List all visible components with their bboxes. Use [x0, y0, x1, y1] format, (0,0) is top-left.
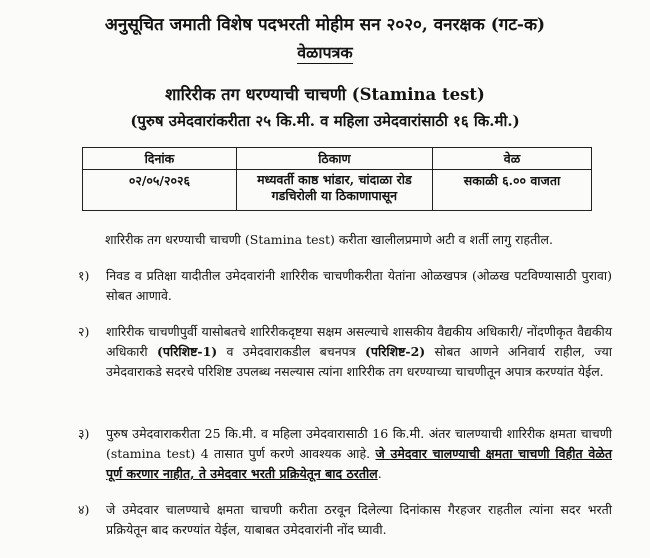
test-subtitle: (पुरुष उमेदवारांकरीता २५ कि.मी. व महिला उमेदवारांसाठी १६ कि.मी.) [130, 112, 520, 130]
header-time: वेळ [432, 148, 591, 170]
document-title: अनुसूचित जमाती विशेष पदभरती मोहीम सन २०२०, वनरक्षक (गट-क) [104, 15, 546, 35]
test-title: शारिरीक तग धरण्याची चाचणी (Stamina test) [165, 85, 485, 104]
condition-2-text [106, 322, 612, 382]
schedule-place-line2: गडचिरोली या ठिकाणापासून [271, 188, 398, 203]
intro-text: शारिरीक तग धरण्याची चाचणी (Stamina test) करीता खालीलप्रमाणे अटी व शर्ती लागु राहतील. [105, 232, 553, 247]
condition-2-part-a: शारिरीक चाचणीपुर्वी यासोबतचे शारिरीकदृष्टया सक्षम असल्याचे शासकीय वैद्यकीय अधिकारी/ नोंदणीकृत वैद्यकीय अधिकारी [106, 324, 612, 359]
condition-2-part-b: व उमेदवाराकडील बचनपत्र [217, 344, 365, 359]
condition-3-emphasis: जे उमेदवार चालण्याची क्षमता चाचणी विहीत वेळेत पूर्ण करणार नाहीत, ते उमेदवार भरती प्रक्रियेतून बाद ठरतील [106, 446, 612, 481]
schedule-place-line1: मध्यवर्ती काष्ठ भांडार, चांदाळा रोड [257, 172, 412, 187]
condition-3-number: ३) [78, 426, 90, 441]
condition-3-part-a: पुरुष उमेदवाराकरीता 25 कि.मी. व महिला उमेदवारासाठी 16 कि.मी. अंतर चालण्याची शारिरीक क्षमता चाचणी (stamina test) 4 तासात पुर्ण करणे आवश्यक आहे. [106, 426, 612, 461]
condition-2-part-c: सोबत आणने अनिवार्य राहील, ज्या उमेदवाराकडे सदरचे परिशिष्ट उपलब्ध नसल्यास त्यांना शारिरीक तग धरण्याच्या चाचणीतून अपात्र करण्यांत येईल. [106, 344, 613, 379]
header-place: ठिकाण [236, 148, 432, 170]
schedule-date: ०२/०५/२०२६ [83, 170, 237, 211]
condition-3-end: . [377, 466, 382, 481]
condition-4-text: जे उमेदवार चालण्याचे क्षमता चाचणी करीता ठरवून दिलेल्या दिनांकास गैरहजर राहतील त्यांना सदर भरती प्रक्रियेतून बाद करण्यांत येईल, याबाबत उमेदवारांनी नोंद घ्यावी. [106, 502, 612, 537]
annexure-2-ref: (परिशिष्ट-2) [364, 344, 426, 359]
condition-4 [72, 500, 612, 540]
condition-1 [72, 266, 612, 306]
condition-1-text: निवड व प्रतिक्षा यादीतील उमेदवारांनी शारिरीक चाचणीकरीता येतांना ओळखपत्र (ओळख पटविण्यासाठी पुरावा) सोबत आणावे. [106, 268, 612, 303]
schedule-heading: वेळापत्रक [297, 43, 353, 62]
condition-2-number: २) [78, 324, 90, 339]
condition-4-number: ४) [78, 502, 90, 517]
condition-1-number: १) [78, 268, 90, 283]
schedule-row [83, 170, 592, 211]
condition-3 [72, 424, 612, 484]
schedule-place [236, 170, 432, 211]
schedule-time: सकाळी ६.०० वाजता [432, 170, 591, 211]
annexure-1-ref: (परिशिष्ट-1) [157, 344, 218, 359]
condition-3-text [106, 424, 612, 484]
document-subtitle [0, 43, 650, 63]
condition-2 [72, 322, 612, 382]
schedule-header-row [83, 148, 592, 170]
header-date: दिनांक [83, 148, 237, 170]
schedule-table [82, 147, 592, 211]
